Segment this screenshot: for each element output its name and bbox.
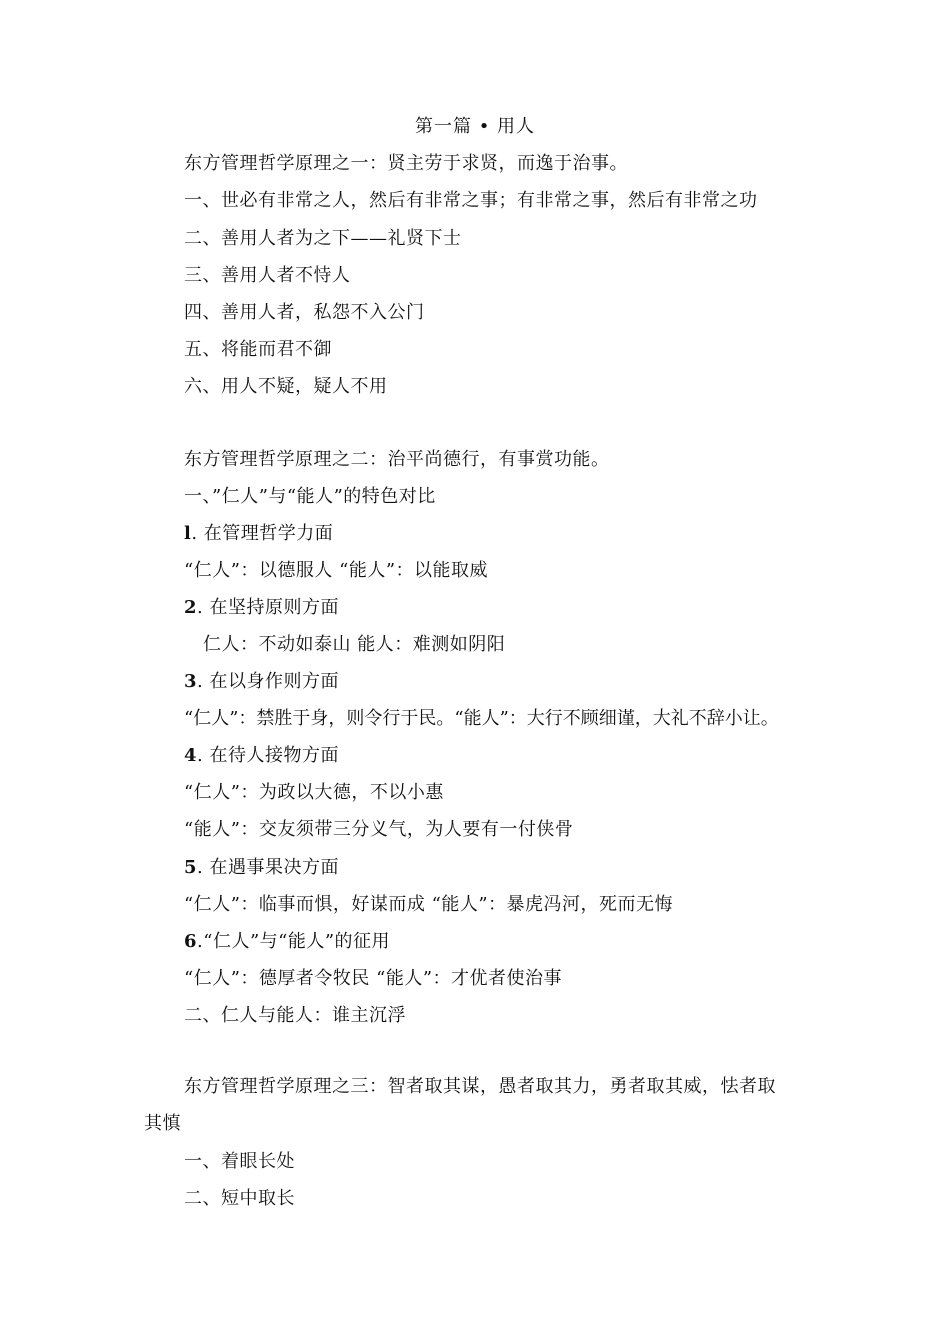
- point-heading-1: [184, 522, 333, 546]
- list-item: 五、将能而君不御: [184, 339, 332, 360]
- list-item: 三、善用人者不恃人: [184, 265, 351, 286]
- point-number: 4: [184, 745, 198, 766]
- point-heading-4: [184, 744, 339, 768]
- section-heading-3: 东方管理哲学原理之三：智者取其谋，愚者取其力，勇者取其威，怯者取: [184, 1076, 776, 1097]
- point-number: l: [184, 523, 192, 544]
- point-number: 2: [184, 597, 198, 618]
- point-label: .“仁人”与“能人”的征用: [197, 931, 391, 952]
- point-text: 仁人：不动如泰山 能人：难测如阴阳: [203, 634, 506, 655]
- point-number: 3: [184, 671, 198, 692]
- point-text: “仁人”：临事而惧，好谋而成 “能人”：暴虎冯河，死而无悔: [184, 894, 674, 915]
- point-text: “仁人”：为政以大德，不以小惠: [184, 782, 444, 803]
- point-number: 5: [184, 857, 198, 878]
- point-text: “仁人”：禁胜于身，则令行于民。“能人”：大行不顾细谨，大礼不辞小让。: [184, 708, 779, 729]
- point-label: . 在遇事果决方面: [197, 857, 339, 878]
- list-item: 六、用人不疑，疑人不用: [184, 376, 388, 397]
- point-text: “仁人”：德厚者令牧民 “能人”：才优者使治事: [184, 968, 563, 989]
- point-number: 6: [184, 931, 198, 952]
- section-heading-1: 东方管理哲学原理之一：贤主劳于求贤，而逸于治事。: [184, 153, 628, 174]
- point-heading-6: [184, 930, 390, 954]
- point-label: . 在坚持原则方面: [197, 597, 339, 618]
- list-item: 四、善用人者，私怨不入公门: [184, 302, 425, 323]
- point-label: . 在待人接物方面: [197, 745, 339, 766]
- point-label: . 在管理哲学力面: [191, 523, 334, 544]
- point-text: “仁人”：以德服人 “能人”：以能取威: [184, 560, 489, 581]
- subsection-heading: 一、”仁人”与“能人”的特色对比: [184, 486, 436, 507]
- list-item: 二、善用人者为之下——礼贤下士: [184, 228, 462, 249]
- list-item: 一、世必有非常之人，然后有非常之事；有非常之事，然后有非常之功: [184, 190, 758, 211]
- list-item: 二、短中取长: [184, 1188, 295, 1209]
- point-label: . 在以身作则方面: [197, 671, 339, 692]
- point-heading-5: [184, 856, 339, 880]
- section-heading-2: 东方管理哲学原理之二：治平尚德行，有事赏功能。: [184, 449, 610, 470]
- subsection-heading: 二、仁人与能人：谁主沉浮: [184, 1005, 406, 1026]
- point-heading-2: [184, 596, 339, 620]
- page-title: 第一篇 • 用人: [414, 116, 536, 137]
- point-text: “能人”：交友须带三分义气，为人要有一付侠骨: [184, 819, 574, 840]
- section-heading-3-continued: 其慎: [144, 1113, 181, 1134]
- point-heading-3: [184, 670, 339, 694]
- list-item: 一、着眼长处: [184, 1151, 295, 1172]
